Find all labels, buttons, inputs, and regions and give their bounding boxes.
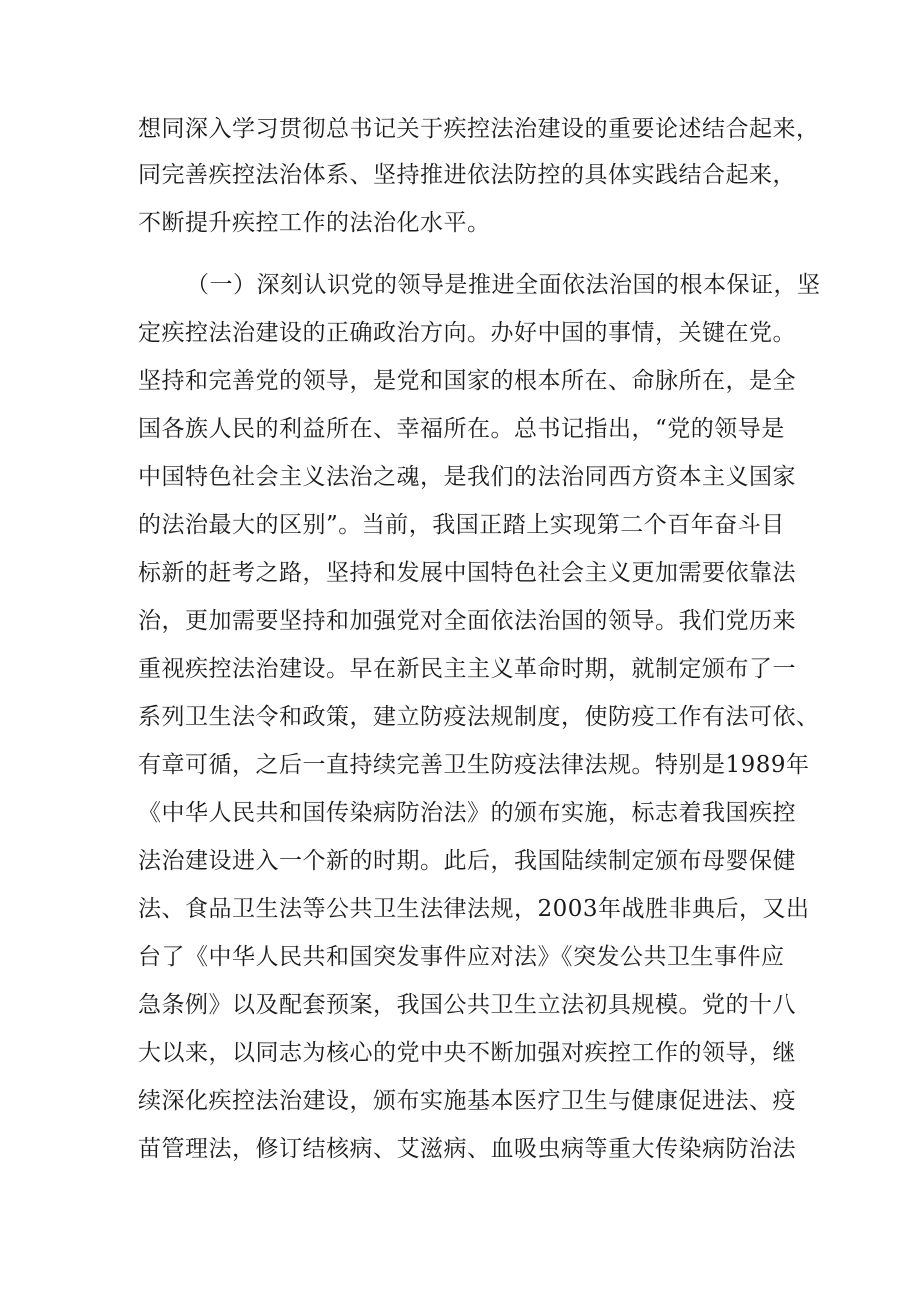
text-line: 的法治最大的区别”。当前，我国正踏上实现第二个百年奋斗目 <box>138 512 785 538</box>
text-line: 想同深入学习贯彻总书记关于疾控法治建设的重要论述结合起来， <box>138 116 820 142</box>
text-line: 法、食品卫生法等公共卫生法律法规，2003年战胜非典后，又出 <box>138 896 810 922</box>
text-line: 重视疾控法治建设。早在新民主主义革命时期，就制定颁布了一 <box>138 656 796 682</box>
text-line: 国各族人民的利益所在、幸福所在。总书记指出，“党的领导是 <box>138 416 785 442</box>
text-line: 治，更加需要坚持和加强党对全面依法治国的领导。我们党历来 <box>138 608 796 634</box>
text-line: 标新的赶考之路，坚持和发展中国特色社会主义更加需要依靠法 <box>138 560 796 586</box>
text-line: 定疾控法治建设的正确政治方向。办好中国的事情，关键在党。 <box>138 320 796 346</box>
text-line: 坚持和完善党的领导，是党和国家的根本所在、命脉所在，是全 <box>138 368 796 394</box>
text-line: 法治建设进入一个新的时期。此后，我国陆续制定颁布母婴保健 <box>138 848 796 874</box>
text-line: 有章可循，之后一直持续完善卫生防疫法律法规。特别是1989年 <box>138 752 810 778</box>
text-line: 《中华人民共和国传染病防治法》的颁布实施，标志着我国疾控 <box>138 800 796 826</box>
text-line: 苗管理法，修订结核病、艾滋病、血吸虫病等重大传染病防治法 <box>138 1136 796 1162</box>
text-line: 大以来，以同志为核心的党中央不断加强对疾控工作的领导，继 <box>138 1040 796 1066</box>
text-line: 同完善疾控法治体系、坚持推进依法防控的具体实践结合起来， <box>138 162 796 188</box>
text-line: 台了《中华人民共和国突发事件应对法》《突发公共卫生事件应 <box>138 944 785 970</box>
text-line: 中国特色社会主义法治之魂，是我们的法治同西方资本主义国家 <box>138 464 796 490</box>
text-line: 不断提升疾控工作的法治化水平。 <box>138 210 491 236</box>
text-line: 续深化疾控法治建设，颁布实施基本医疗卫生与健康促进法、疫 <box>138 1088 796 1114</box>
text-line: （一）深刻认识党的领导是推进全面依法治国的根本保证，坚 <box>186 272 821 298</box>
text-line: 系列卫生法令和政策，建立防疫法规制度，使防疫工作有法可依、 <box>138 704 820 730</box>
text-line: 急条例》以及配套预案，我国公共卫生立法初具规模。党的十八 <box>138 992 796 1018</box>
